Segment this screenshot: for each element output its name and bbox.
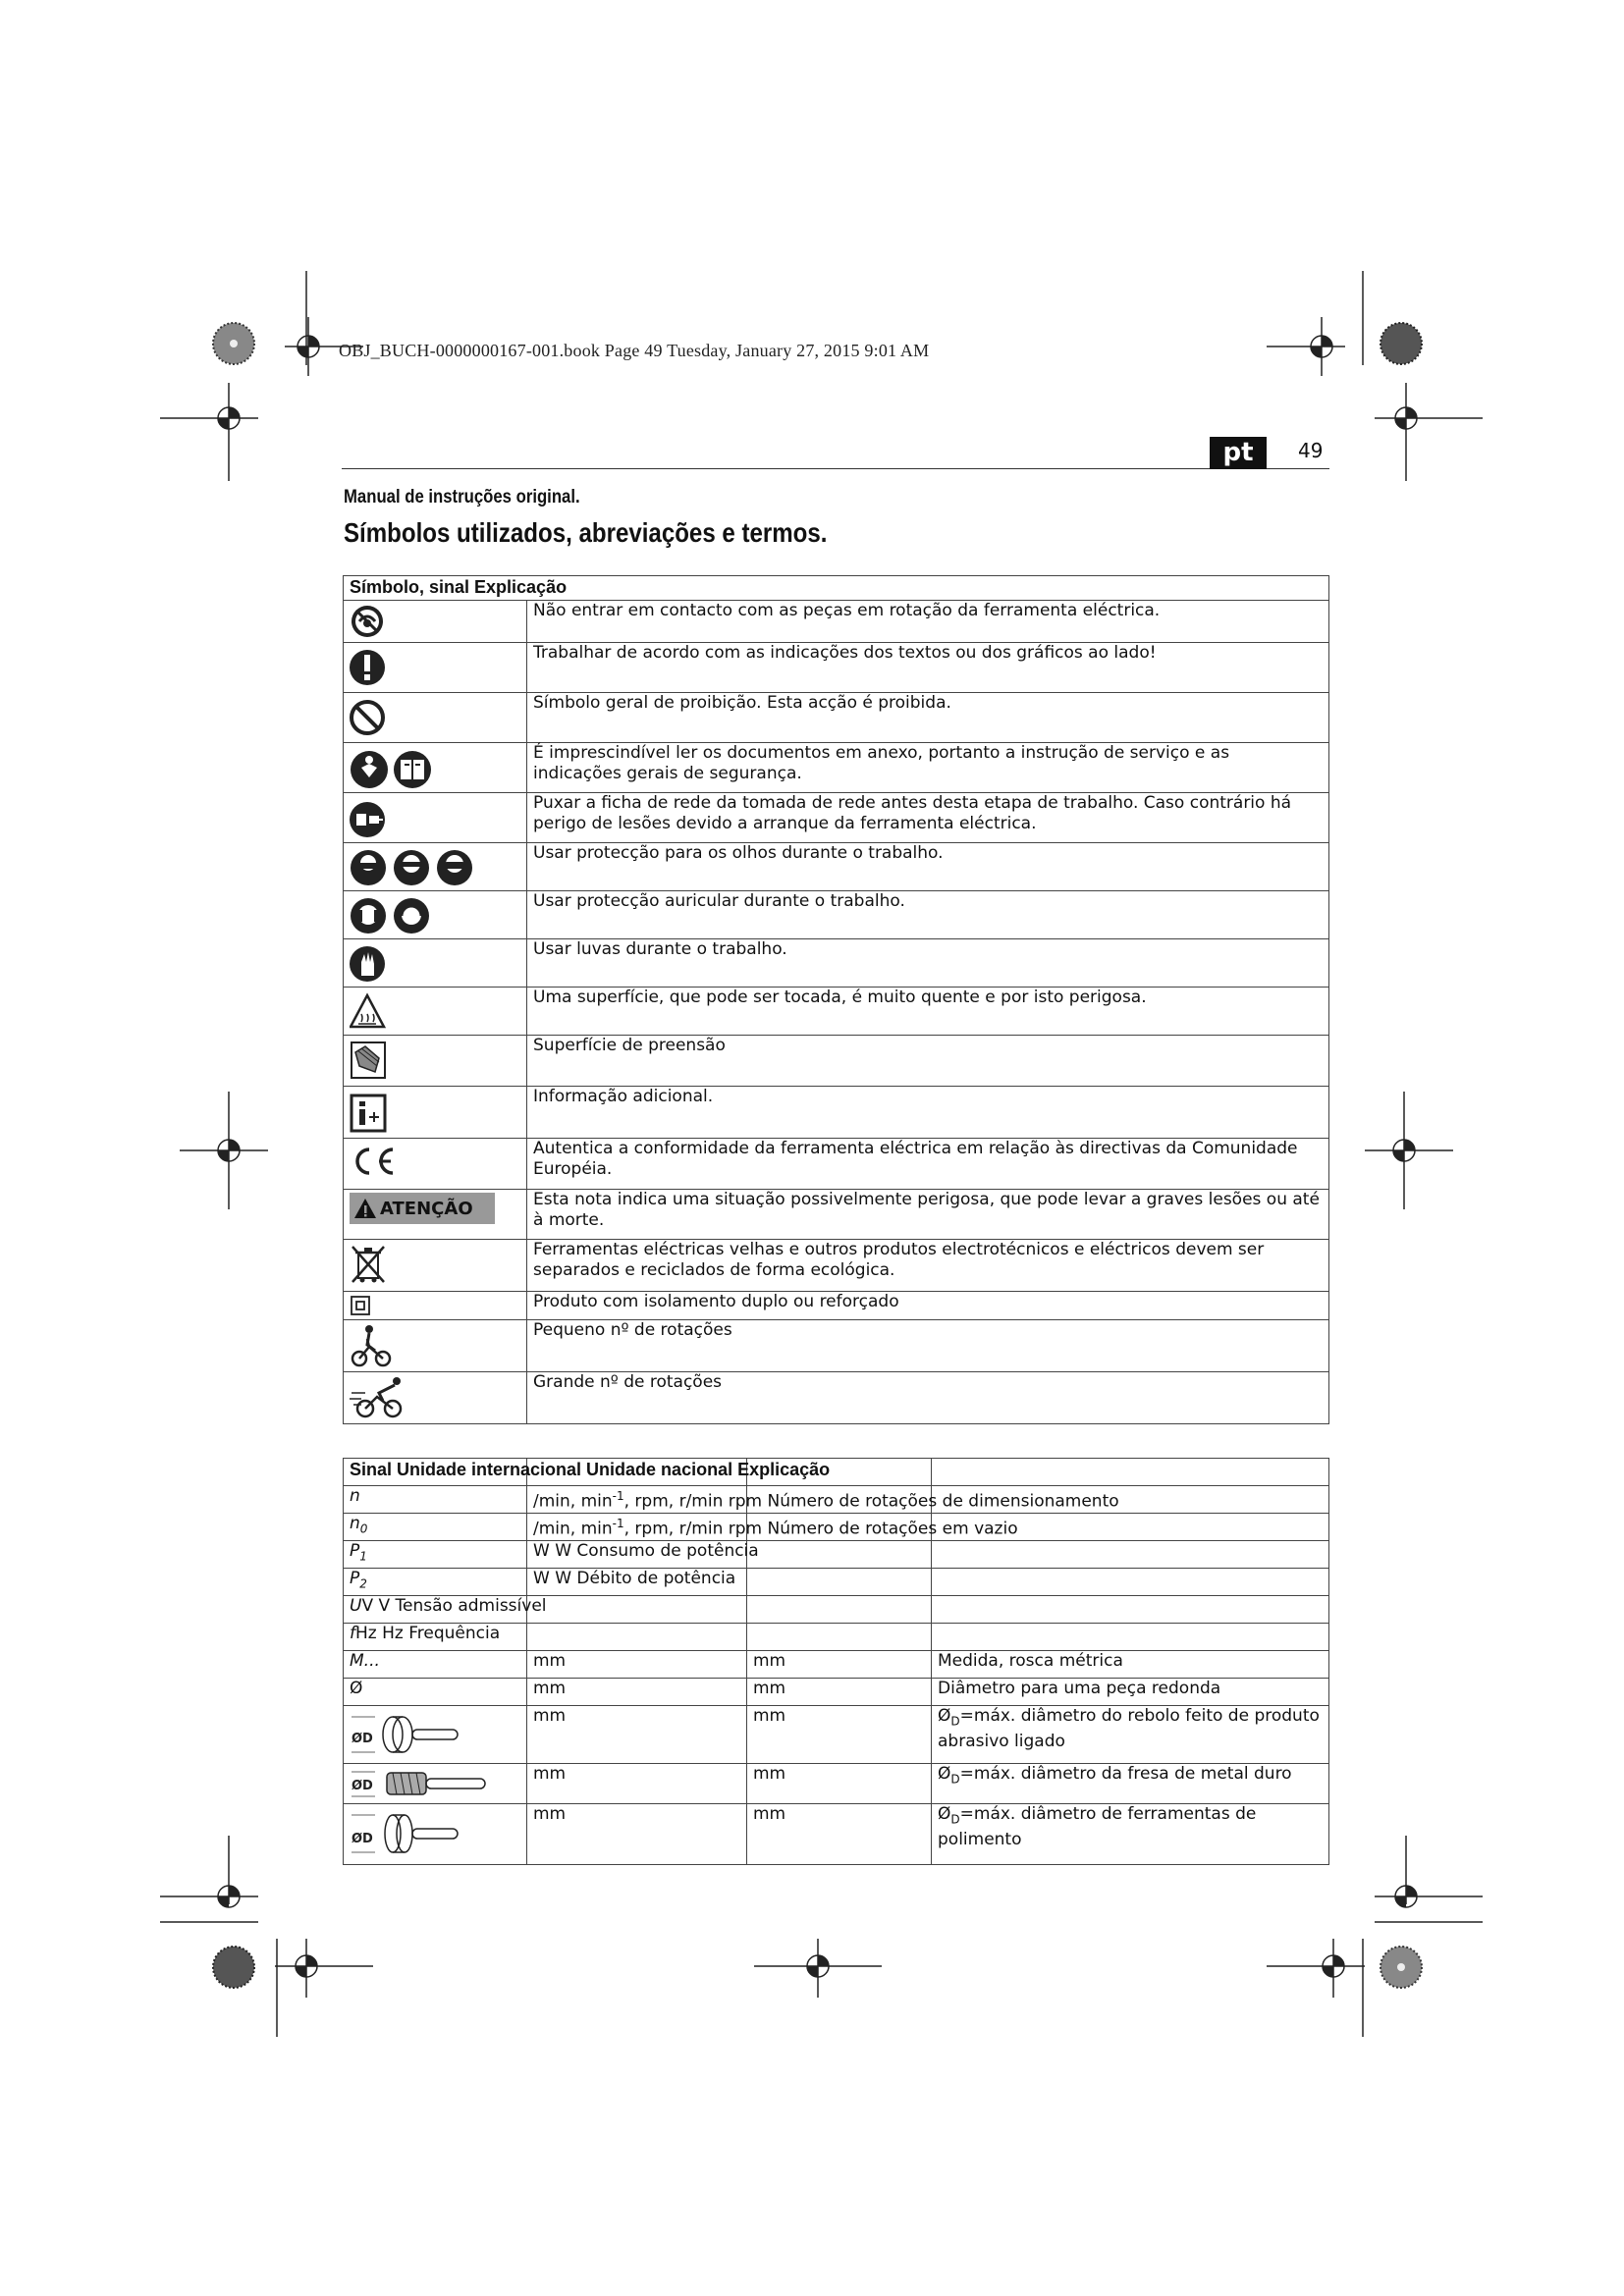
table-row bbox=[344, 1372, 1329, 1424]
table-row bbox=[344, 1596, 1329, 1624]
diameter-label: ØD bbox=[352, 1832, 373, 1846]
registration-target-icon bbox=[1365, 1092, 1453, 1209]
unit-explanation: Diâmetro para uma peça redonda bbox=[932, 1679, 1329, 1706]
symbol-explanation: Puxar a ficha de rede da tomada de rede antes desta etapa de trabalho. Caso contrário há perigo de lesões devido a arranque da ferramenta eléctrica. bbox=[527, 793, 1329, 843]
grip-surface-icon bbox=[350, 1039, 389, 1082]
table-row bbox=[344, 891, 1329, 939]
registration-target-icon bbox=[160, 383, 258, 481]
info-icon bbox=[350, 1090, 389, 1135]
table-row bbox=[344, 1569, 1329, 1596]
carbide-cutter-diameter-icon bbox=[350, 1767, 497, 1800]
registration-target-icon bbox=[265, 1939, 373, 2037]
table-row bbox=[344, 1240, 1329, 1292]
unit-sign: n bbox=[344, 1486, 527, 1514]
table-row bbox=[344, 1514, 1329, 1541]
color-wheel-icon bbox=[1380, 322, 1423, 365]
table-row bbox=[344, 1541, 1329, 1569]
unit-national: mm bbox=[747, 1651, 932, 1679]
unit-intl: mm bbox=[527, 1706, 747, 1764]
table-row bbox=[344, 1190, 1329, 1240]
color-wheel-icon bbox=[1380, 1946, 1423, 1989]
registration-target-icon bbox=[1375, 383, 1483, 481]
registration-target-icon bbox=[1267, 1939, 1375, 2037]
symbol-explanation: Superfície de preensão bbox=[527, 1036, 1329, 1087]
ce-mark-icon bbox=[350, 1142, 399, 1181]
page-number: 49 bbox=[1298, 439, 1324, 462]
symbol-explanation: Pequeno nº de rotações bbox=[527, 1320, 1329, 1372]
unit-intl: mm bbox=[527, 1804, 747, 1865]
manual-title: Manual de instruções original. bbox=[344, 487, 580, 507]
language-tab: pt bbox=[1210, 437, 1267, 469]
table-row bbox=[344, 1036, 1329, 1087]
unit-sign: fHz Hz Frequência bbox=[344, 1624, 527, 1651]
prohibition-icon bbox=[350, 696, 389, 737]
table-row bbox=[344, 843, 1329, 891]
table-row bbox=[344, 988, 1329, 1036]
registration-target-icon bbox=[180, 1092, 268, 1209]
table-row bbox=[344, 1764, 1329, 1804]
symbol-explanation: Grande nº de rotações bbox=[527, 1372, 1329, 1424]
table-header-row bbox=[344, 576, 1329, 601]
eye-protection-icon bbox=[350, 846, 479, 887]
unit-sign: UV V Tensão admissível bbox=[344, 1596, 527, 1624]
table-row bbox=[344, 693, 1329, 743]
header-rule bbox=[342, 468, 1329, 469]
symbol-explanation: Usar luvas durante o trabalho. bbox=[527, 939, 1329, 988]
grinding-wheel-diameter-icon bbox=[350, 1709, 467, 1760]
symbol-explanation: Símbolo geral de proibição. Esta acção é proibida. bbox=[527, 693, 1329, 743]
symbol-explanation: Informação adicional. bbox=[527, 1087, 1329, 1139]
table-row bbox=[344, 1139, 1329, 1190]
warning-label-text: ATENÇÃO bbox=[380, 1198, 473, 1219]
table-row bbox=[344, 939, 1329, 988]
unit-national: mm bbox=[747, 1706, 932, 1764]
table-row bbox=[344, 1651, 1329, 1679]
unit-national: mm bbox=[747, 1804, 932, 1865]
gloves-icon bbox=[350, 942, 389, 984]
polishing-tool-diameter-icon bbox=[350, 1807, 467, 1860]
unit-explanation: Medida, rosca métrica bbox=[932, 1651, 1329, 1679]
table-row bbox=[344, 1486, 1329, 1514]
unit-explanation: $Ø_D=máx$. diâmetro do rebolo feito de produto abrasivo ligado bbox=[932, 1706, 1329, 1764]
table-row bbox=[344, 643, 1329, 693]
table-row bbox=[344, 1320, 1329, 1372]
symbol-explanation: Esta nota indica uma situação possivelmente perigosa, que pode levar a graves lesões ou até à morte. bbox=[527, 1190, 1329, 1240]
unit-explanation: $Ø_D=máx$. diâmetro de ferramentas de polimento bbox=[932, 1804, 1329, 1865]
table-row bbox=[344, 1087, 1329, 1139]
no-touch-rotating-icon bbox=[350, 604, 389, 639]
table-header-row bbox=[344, 1459, 1329, 1486]
unit-national: mm bbox=[747, 1679, 932, 1706]
table-row bbox=[344, 1706, 1329, 1764]
unit-explanation: $Ø_D=máx$. diâmetro da fresa de metal duro bbox=[932, 1764, 1329, 1804]
unit-intl: mm bbox=[527, 1679, 747, 1706]
unit-intl: mm bbox=[527, 1651, 747, 1679]
unit-description: /min, $\min^{-1}$, rpm, r/min rpm Número de rotações em vazio bbox=[527, 1514, 747, 1541]
unit-sign: $P_2$ bbox=[344, 1569, 527, 1596]
registration-target-icon bbox=[754, 1939, 882, 1998]
table-row bbox=[344, 1804, 1329, 1865]
table-row bbox=[344, 1624, 1329, 1651]
print-header: OBJ_BUCH-0000000167-001.book Page 49 Tuesday, January 27, 2015 9:01 AM bbox=[339, 341, 930, 360]
symbol-explanation: Produto com isolamento duplo ou reforçado bbox=[527, 1292, 1329, 1320]
ear-protection-icon bbox=[350, 894, 438, 935]
symbol-explanation: Autentica a conformidade da ferramenta eléctrica em relação às directivas da Comunidade Européia. bbox=[527, 1139, 1329, 1190]
table-row bbox=[344, 793, 1329, 843]
registration-target-icon bbox=[1375, 1826, 1483, 1934]
double-insulation-icon bbox=[350, 1295, 373, 1316]
warning-label-icon bbox=[350, 1193, 495, 1224]
symbol-explanation: Trabalhar de acordo com as indicações dos textos ou dos gráficos ao lado! bbox=[527, 643, 1329, 693]
table-row bbox=[344, 1679, 1329, 1706]
units-table-header: Sinal Unidade internacional Unidade nacional Explicação bbox=[344, 1459, 527, 1486]
weee-bin-icon bbox=[350, 1243, 389, 1288]
unit-sign: M... bbox=[344, 1651, 527, 1679]
hot-surface-icon bbox=[350, 990, 389, 1032]
table-row bbox=[344, 601, 1329, 643]
symbols-table bbox=[343, 575, 1329, 1424]
unit-intl: mm bbox=[527, 1764, 747, 1804]
color-wheel-icon bbox=[212, 1946, 255, 1989]
unit-national: mm bbox=[747, 1764, 932, 1804]
unit-sign: $n_0$ bbox=[344, 1514, 527, 1541]
symbol-explanation: É imprescindível ler os documentos em anexo, portanto a instrução de serviço e as indicações gerais de segurança. bbox=[527, 743, 1329, 793]
unit-description: W W Consumo de potência bbox=[527, 1541, 747, 1569]
symbol-explanation: Uma superfície, que pode ser tocada, é muito quente e por isto perigosa. bbox=[527, 988, 1329, 1036]
unit-description: /min, $\min^{-1}$, rpm, r/min rpm Número de rotações de dimensionamento bbox=[527, 1486, 747, 1514]
registration-target-icon bbox=[160, 1826, 258, 1934]
unplug-icon bbox=[350, 796, 389, 839]
mandatory-action-icon bbox=[350, 646, 389, 687]
symbol-explanation: Usar protecção auricular durante o trabalho. bbox=[527, 891, 1329, 939]
slow-cyclist-icon bbox=[350, 1323, 397, 1368]
symbols-table-header: Símbolo, sinal Explicação bbox=[344, 576, 1329, 601]
unit-sign: $P_1$ bbox=[344, 1541, 527, 1569]
diameter-label: ØD bbox=[352, 1732, 373, 1746]
warning-triangle-icon bbox=[353, 1198, 377, 1219]
read-manual-icon bbox=[350, 746, 438, 789]
table-row bbox=[344, 1292, 1329, 1320]
table-row bbox=[344, 743, 1329, 793]
symbol-explanation: Não entrar em contacto com as peças em rotação da ferramenta eléctrica. bbox=[527, 601, 1329, 643]
unit-sign: Ø bbox=[344, 1679, 527, 1706]
symbol-explanation: Usar protecção para os olhos durante o trabalho. bbox=[527, 843, 1329, 891]
units-table bbox=[343, 1458, 1329, 1865]
unit-description: W W Débito de potência bbox=[527, 1569, 747, 1596]
symbol-explanation: Ferramentas eléctricas velhas e outros produtos electrotécnicos e eléctricos devem ser separados e reciclados de forma ecológica. bbox=[527, 1240, 1329, 1292]
fast-cyclist-icon bbox=[350, 1375, 412, 1420]
section-title: Símbolos utilizados, abreviações e termos. bbox=[344, 517, 828, 548]
diameter-label: ØD bbox=[352, 1779, 373, 1793]
color-wheel-icon bbox=[212, 322, 255, 365]
